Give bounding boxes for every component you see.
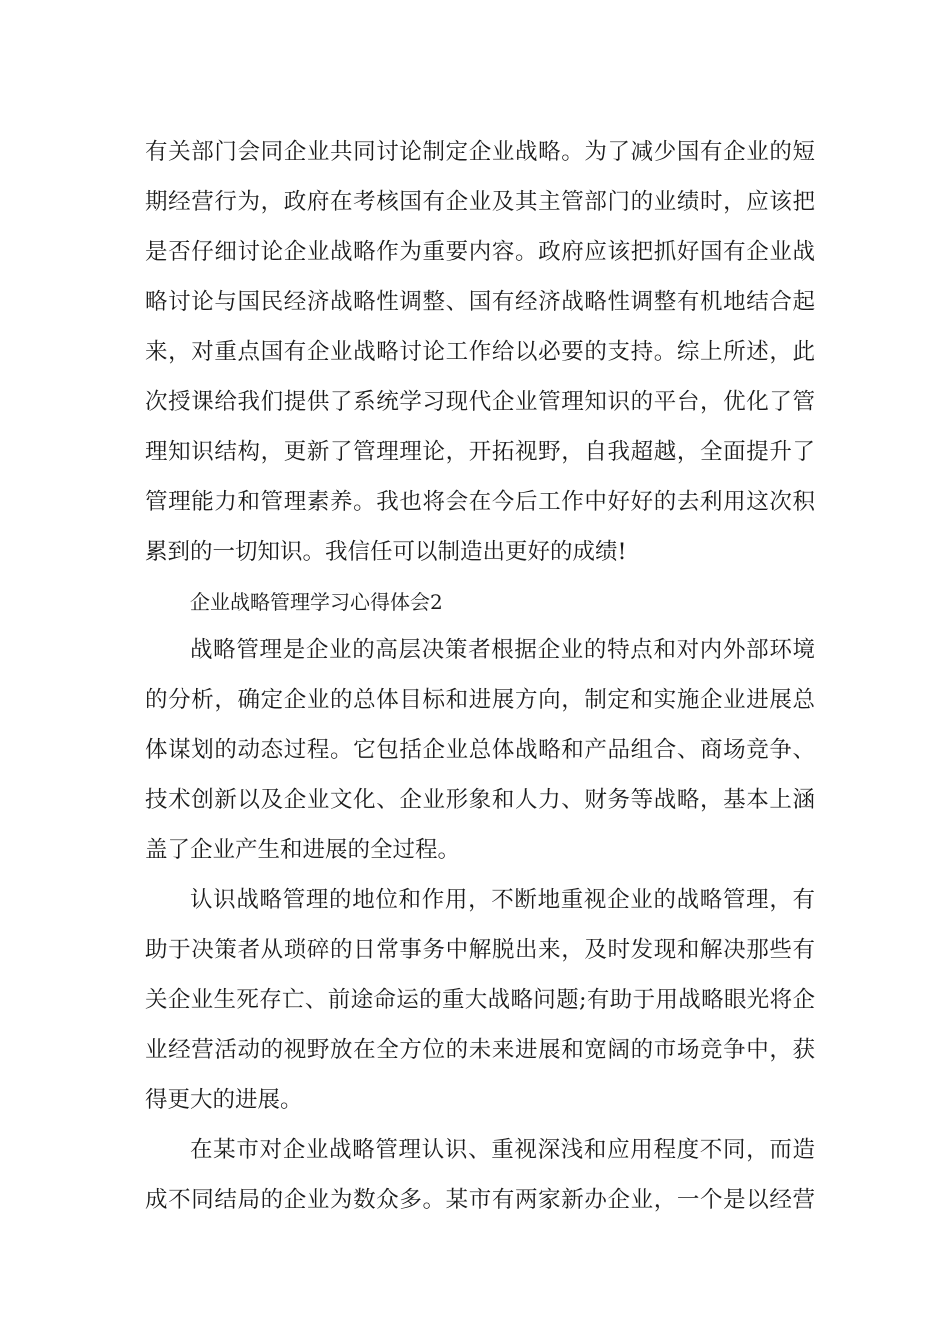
section-heading: 企业战略管理学习心得体会2: [190, 590, 443, 614]
text-line: 体谋划的动态过程。它包括企业总体战略和产品组合、商场竞争、: [145, 737, 815, 763]
text-line: 理知识结构，更新了管理理论，开拓视野，自我超越，全面提升了: [145, 439, 815, 465]
text-line: 在某市对企业战略管理认识、重视深浅和应用程度不同，而造: [190, 1137, 815, 1163]
text-line: 认识战略管理的地位和作用，不断地重视企业的战略管理，有: [190, 887, 815, 913]
text-line: 得更大的进展。: [145, 1087, 303, 1113]
text-line: 技术创新以及企业文化、企业形象和人力、财务等战略，基本上涵: [145, 787, 815, 813]
text-line: 来，对重点国有企业战略讨论工作给以必要的支持。综上所述，此: [145, 339, 815, 365]
text-line: 次授课给我们提供了系统学习现代企业管理知识的平台，优化了管: [145, 389, 815, 415]
text-line: 有关部门会同企业共同讨论制定企业战略。为了减少国有企业的短: [145, 139, 815, 165]
text-line: 助于决策者从琐碎的日常事务中解脱出来，及时发现和解决那些有: [145, 937, 815, 963]
text-line: 期经营行为，政府在考核国有企业及其主管部门的业绩时，应该把: [145, 189, 815, 215]
text-line: 累到的一切知识。我信任可以制造出更好的成绩!: [145, 539, 627, 565]
text-line: 盖了企业产生和进展的全过程。: [145, 837, 461, 863]
text-line: 是否仔细讨论企业战略作为重要内容。政府应该把抓好国有企业战: [145, 239, 815, 265]
text-line: 关企业生死存亡、前途命运的重大战略问题;有助于用战略眼光将企: [145, 987, 815, 1013]
text-line: 战略管理是企业的高层决策者根据企业的特点和对内外部环境: [190, 637, 815, 663]
text-line: 的分析，确定企业的总体目标和进展方向，制定和实施企业进展总: [145, 687, 815, 713]
text-line: 略讨论与国民经济战略性调整、国有经济战略性调整有机地结合起: [145, 289, 815, 315]
text-line: 成不同结局的企业为数众多。某市有两家新办企业，一个是以经营: [145, 1187, 815, 1213]
text-line: 业经营活动的视野放在全方位的未来进展和宽阔的市场竞争中，获: [145, 1037, 815, 1063]
text-line: 管理能力和管理素养。我也将会在今后工作中好好的去利用这次积: [145, 489, 815, 515]
